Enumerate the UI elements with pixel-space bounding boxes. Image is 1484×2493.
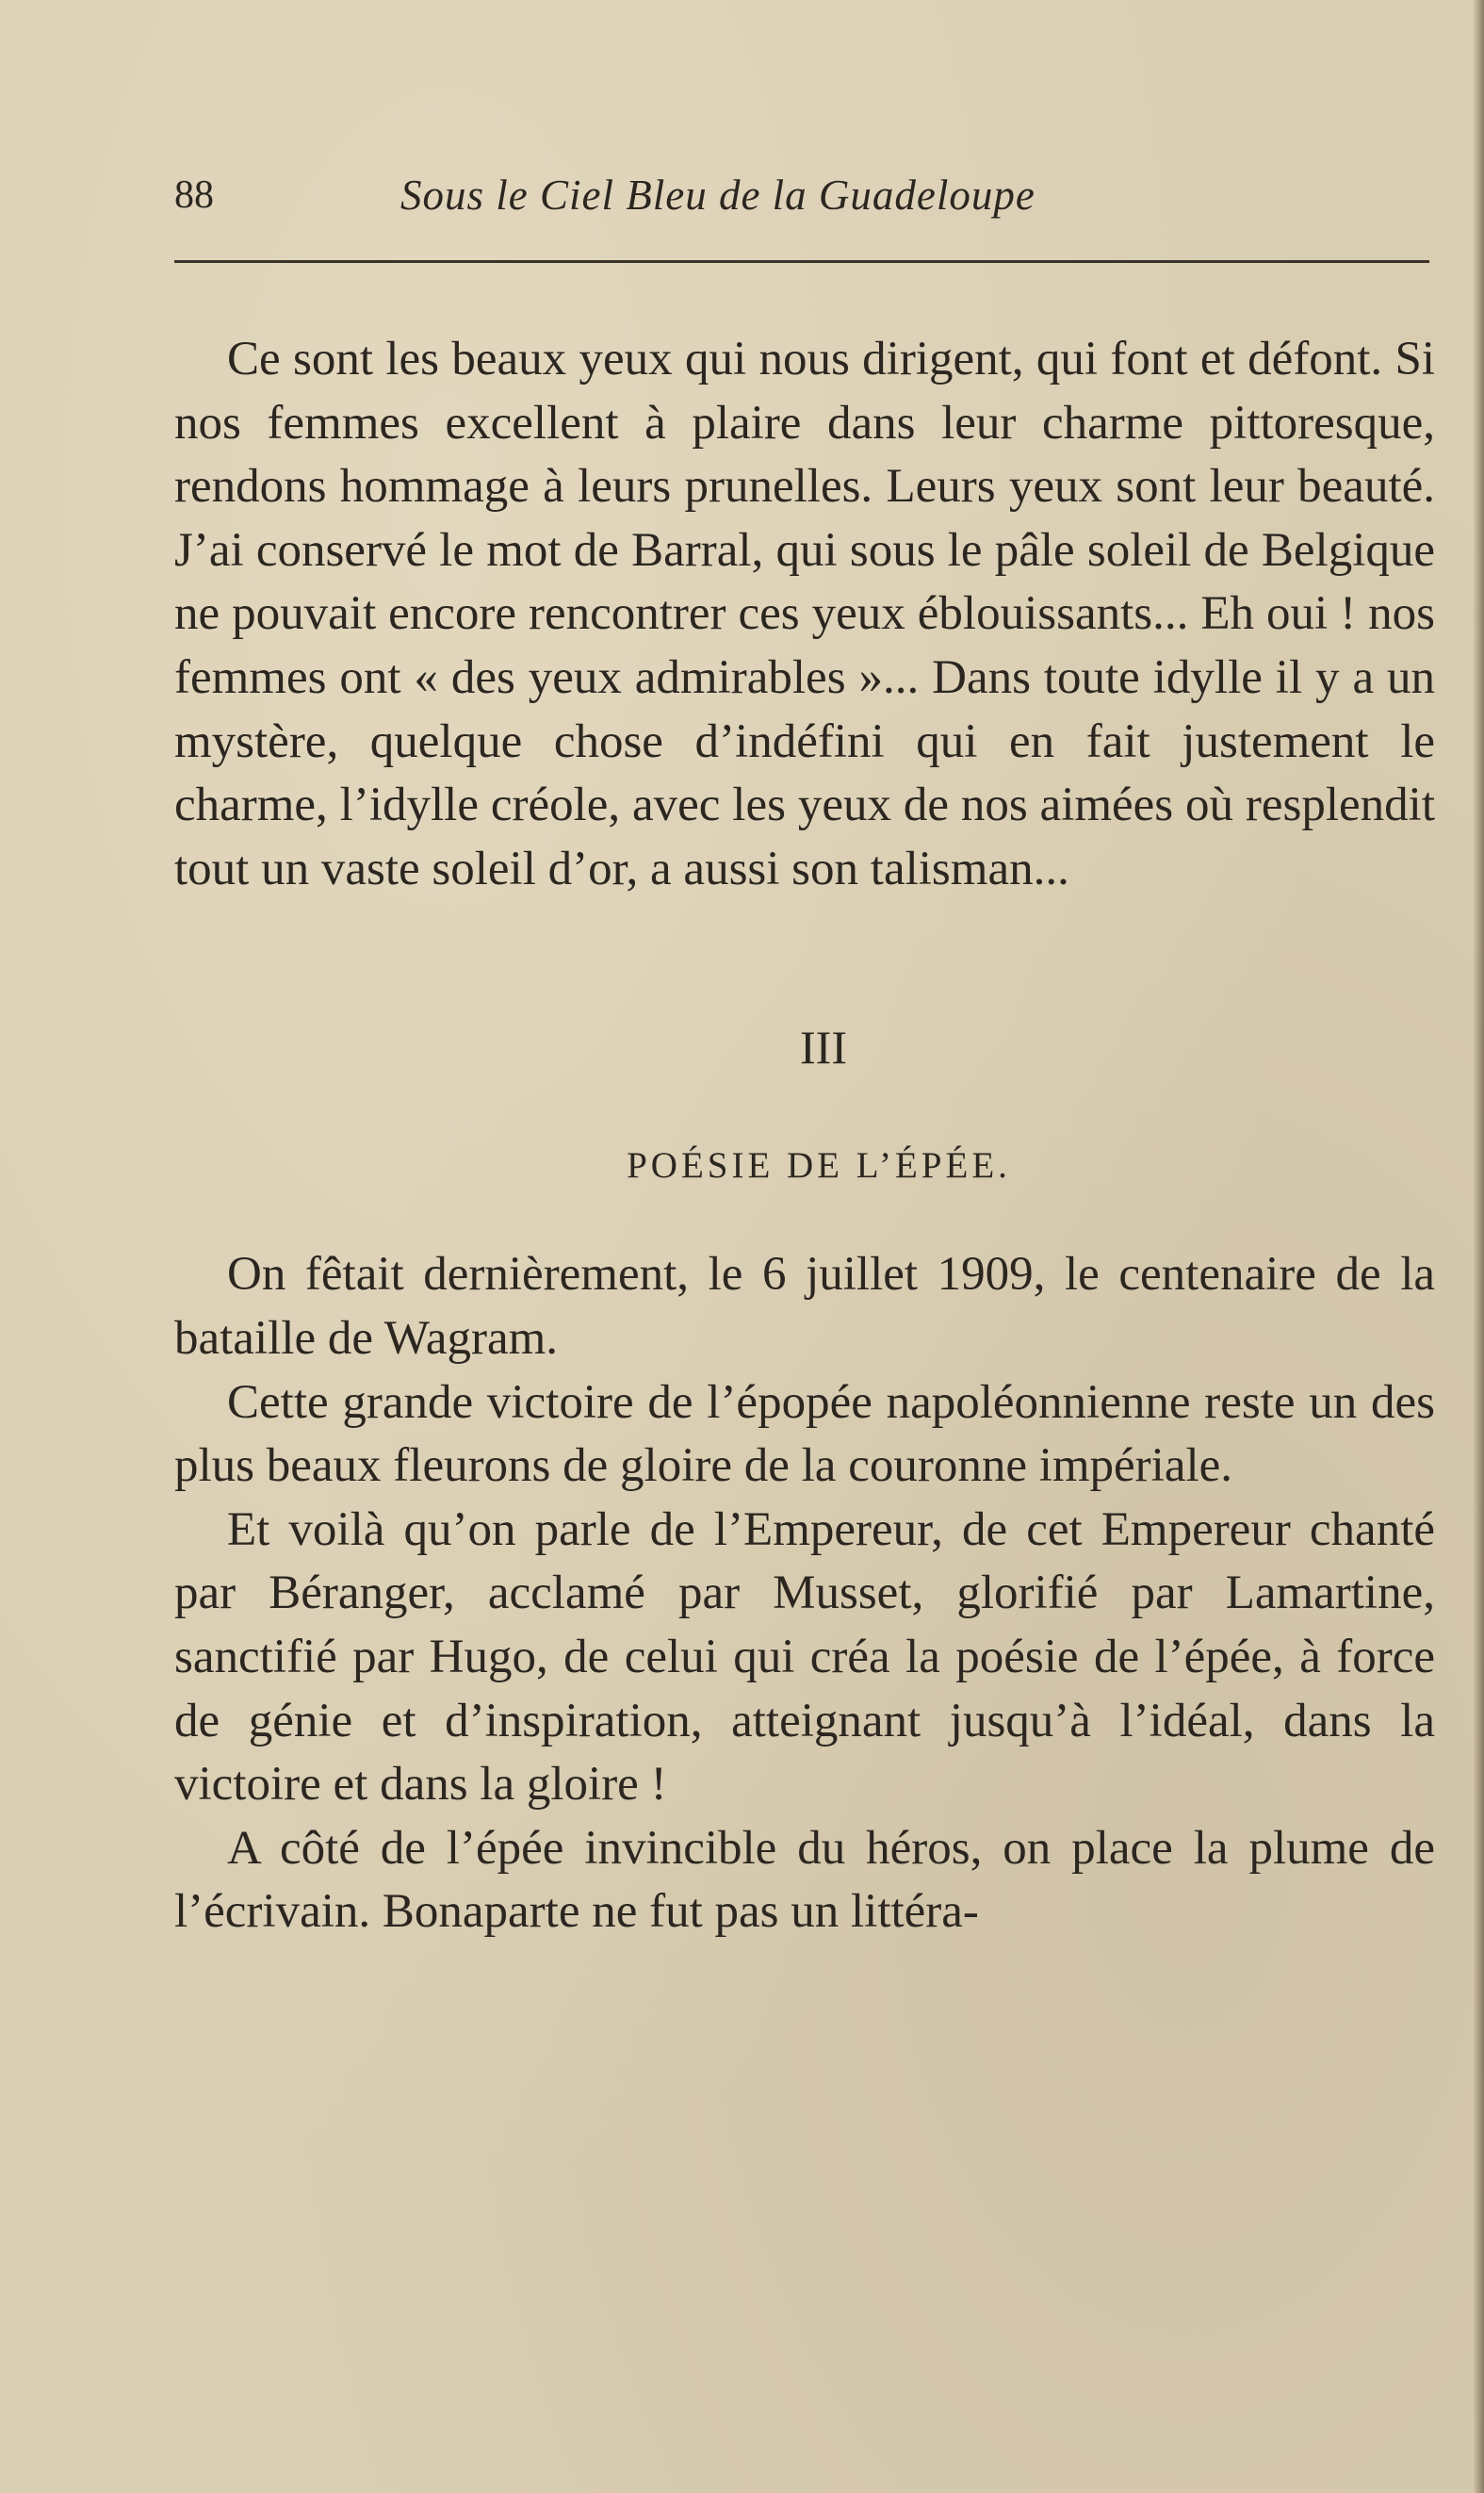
running-title: Sous le Ciel Bleu de la Guadeloupe [400,172,1036,219]
paragraph: On fêtait dernièrement, le 6 juillet 1909, le centenaire de la bataille de Wagram. [174,1248,1435,1365]
section-spacer [174,1190,1435,1243]
page-body [174,328,1435,1944]
header-rule [174,260,1429,263]
page-edge-shadow [1473,0,1484,2493]
paragraph: Ce sont les beaux yeux qui nous dirigent, qui font et défont. Si nos femmes excellent à plaire dans leur charme pittoresque, rendons hommage à leurs prunelles. Leurs yeux sont leur beauté. J’ai conservé le mot de Barral, qui sous le pâle soleil de Belgique ne pouvait encore rencontrer ces yeux éblouissants... Eh oui ! nos femmes ont « des yeux admirables »... Dans toute idylle il y a un mystère, quelque chose d’indéfini qui en fait justement le charme, l’idylle créole, avec les yeux de nos aimées où resplendit tout un vaste soleil d’or, a aussi son talisman... [174,333,1435,895]
paragraph: A côté de l’épée invincible du héros, on place la plume de l’écrivain. Bonaparte ne fut pas un littéra- [174,1821,1435,1939]
paragraph: Cette grande victoire de l’épopée napoléonnienne reste un des plus beaux fleurons de gloire de la couronne impériale. [174,1375,1435,1493]
paragraph: Et voilà qu’on parle de l’Empereur, de cet Empereur chanté par Béranger, acclamé par Musset, glorifié par Lamartine, sanctifié par Hugo, de celui qui créa la poésie de l’épée, à force de génie et d’inspiration, atteignant jusqu’à l’idéal, dans la victoire et dans la gloire ! [174,1502,1435,1812]
page-number: 88 [174,173,214,217]
chapter-title: POÉSIE DE L’ÉPÉE. [627,1145,1011,1187]
page-header [174,170,1437,226]
chapter-number: III [800,1021,847,1074]
